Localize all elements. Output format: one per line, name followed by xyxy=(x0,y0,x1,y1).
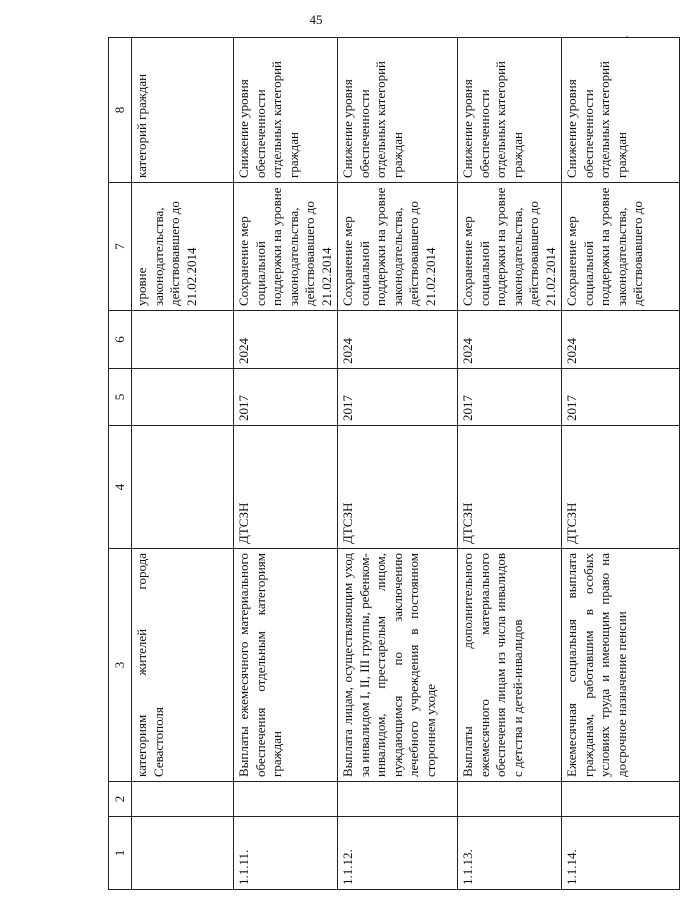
table-row-continuation xyxy=(132,38,234,890)
start-year-cell: 2017 xyxy=(234,369,338,426)
measure-cell: Ежемесячная социальная выплата гражданам, работавшим в особых условиях труда и имеющим право на досрочное назначение пенсии xyxy=(562,549,680,782)
executor-cell: ДТСЗН xyxy=(338,426,458,549)
start-year-cell xyxy=(132,369,234,426)
item-number-cell: 1.1.11. xyxy=(234,817,338,890)
item-number-cell xyxy=(132,817,234,890)
column-number: 8 xyxy=(109,38,132,183)
executor-cell: ДТСЗН xyxy=(562,426,680,549)
page-number: 45 xyxy=(309,12,323,27)
measure-cell: Выплата лицам, осуществляющим уход за инвалидом I, II, III группы, ребенком-инвалидом, престарелым лицом, нуждающимся по заключению лечебного учреждения в постоянном стороннем уходе xyxy=(338,549,458,782)
item-number-cell: 1.1.13. xyxy=(458,817,562,890)
end-year-cell xyxy=(132,311,234,369)
end-year-cell: 2024 xyxy=(338,311,458,369)
empty-cell xyxy=(132,782,234,817)
result-cell: Сохранение мер социальной поддержки на уровне законодательства, действовавшего до 21.02.2014 xyxy=(234,183,338,311)
empty-cell xyxy=(562,782,680,817)
column-number: 3 xyxy=(109,549,132,782)
result-cell: Сохранение мер социальной поддержки на уровне законодательства, действовавшего до xyxy=(562,183,680,311)
measures-table xyxy=(108,37,680,890)
start-year-cell: 2017 xyxy=(458,369,562,426)
column-number: 2 xyxy=(109,782,132,817)
table-row xyxy=(338,38,458,890)
result-cell: Сохранение мер социальной поддержки на уровне законодательства, действовавшего до 21.02.2014 xyxy=(338,183,458,311)
executor-cell: ДТСЗН xyxy=(458,426,562,549)
rotated-table-container xyxy=(108,38,645,890)
start-year-cell: 2017 xyxy=(562,369,680,426)
indicator-cell: категорий граждан xyxy=(132,38,234,183)
end-year-cell: 2024 xyxy=(458,311,562,369)
column-number: 1 xyxy=(109,817,132,890)
measure-cell: Выплаты дополнительного ежемесячного материального обеспечения лицам из числа инвалидов с детства и детей-инвалидов xyxy=(458,549,562,782)
indicator-cell: Снижение уровня обеспеченности отдельных категорий граждан xyxy=(562,38,680,183)
item-number-cell: 1.1.14. xyxy=(562,817,680,890)
column-number: 5 xyxy=(109,369,132,426)
indicator-cell: Снижение уровня обеспеченности отдельных категорий граждан xyxy=(338,38,458,183)
result-cell: уровне законодательства, действовавшего до 21.02.2014 xyxy=(132,183,234,311)
executor-cell: ДТСЗН xyxy=(234,426,338,549)
start-year-cell: 2017 xyxy=(338,369,458,426)
table-row xyxy=(234,38,338,890)
indicator-cell: Снижение уровня обеспеченности отдельных категорий граждан xyxy=(458,38,562,183)
measure-cell: категориям жителей города Севастополя xyxy=(132,549,234,782)
column-number: 7 xyxy=(109,183,132,311)
column-number: 4 xyxy=(109,426,132,549)
measure-cell: Выплаты ежемесячного материального обеспечения отдельным категориям граждан xyxy=(234,549,338,782)
result-cell: Сохранение мер социальной поддержки на уровне законодательства, действовавшего до 21.02.2014 xyxy=(458,183,562,311)
empty-cell xyxy=(234,782,338,817)
table-row xyxy=(458,38,562,890)
table-row xyxy=(562,38,680,890)
end-year-cell: 2024 xyxy=(234,311,338,369)
column-number: 6 xyxy=(109,311,132,369)
item-number-cell: 1.1.12. xyxy=(338,817,458,890)
executor-cell xyxy=(132,426,234,549)
empty-cell xyxy=(338,782,458,817)
indicator-cell: Снижение уровня обеспеченности отдельных категорий граждан xyxy=(234,38,338,183)
end-year-cell: 2024 xyxy=(562,311,680,369)
column-number-row xyxy=(109,38,132,890)
empty-cell xyxy=(458,782,562,817)
